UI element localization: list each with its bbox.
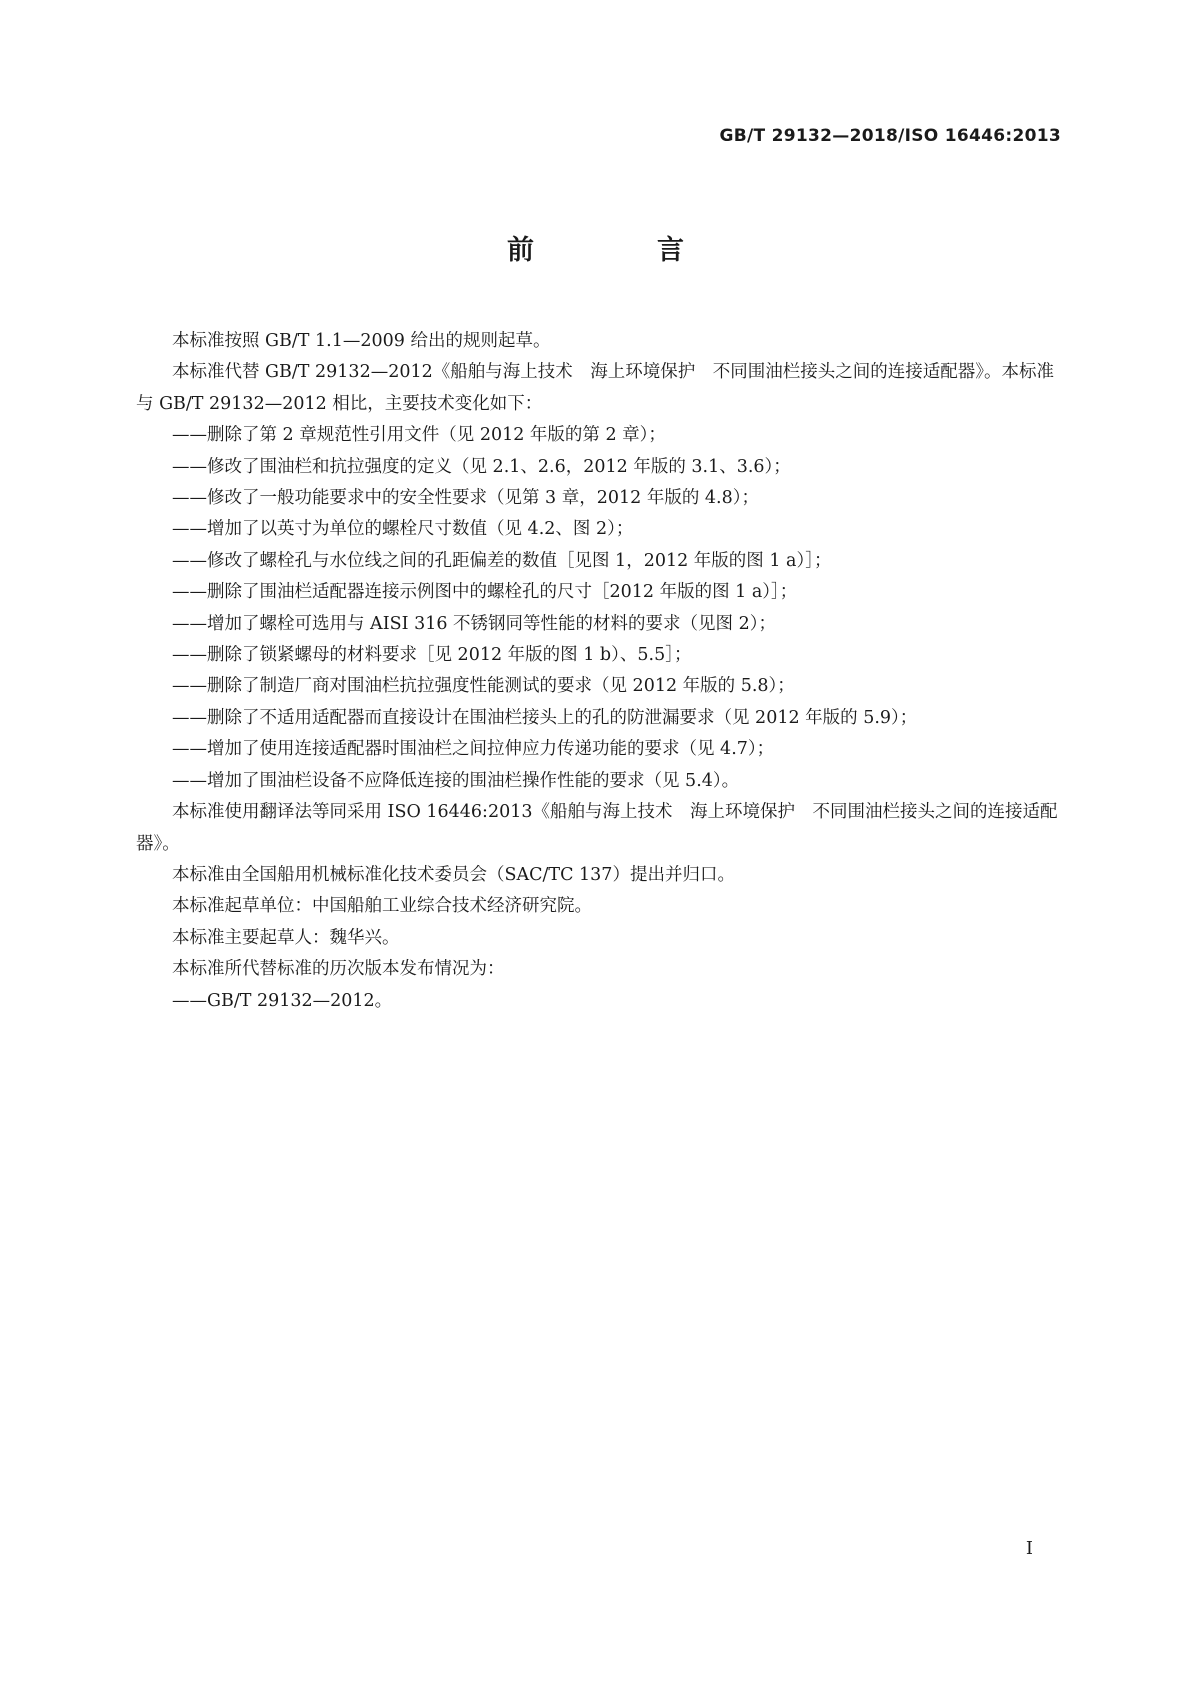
paragraph-drafting-rules: 本标准按照 GB/T 1.1—2009 给出的规则起草。 (172, 331, 551, 351)
paragraph-proposer: 本标准由全国船用机械标准化技术委员会（SAC/TC 137）提出并归口。 (172, 864, 735, 885)
change-item: ——增加了以英寸为单位的螺栓尺寸数值（见 4.2、图 2）； (172, 519, 634, 540)
change-item: ——修改了螺栓孔与水位线之间的孔距偏差的数值［见图 1，2012 年版的图 1 a）］； (172, 550, 832, 571)
previous-version-item: ——GB/T 29132—2012。 (172, 990, 393, 1011)
change-item: ——增加了螺栓可选用与 AISI 316 不锈钢同等性能的材料的要求（见图 2）； (172, 613, 776, 634)
paragraph-drafting-unit: 本标准起草单位：中国船舶工业综合技术经济研究院。 (172, 896, 592, 917)
change-item: ——增加了使用连接适配器时围油栏之间拉伸应力传递功能的要求（见 4.7）； (172, 739, 775, 760)
change-item: ——删除了围油栏适配器连接示例图中的螺栓孔的尺寸［2012 年版的图 1 a）］； (172, 582, 798, 603)
change-item: ——删除了第 2 章规范性引用文件（见 2012 年版的第 2 章）； (172, 425, 666, 446)
change-item: ——删除了不适用适配器而直接设计在围油栏接头上的孔的防泄漏要求（见 2012 年版的 5.9）； (172, 707, 918, 728)
change-item: ——增加了围油栏设备不应降低连接的围油栏操作性能的要求（见 5.4）。 (172, 770, 740, 791)
paragraph-replacement: 本标准代替 GB/T 29132—2012《船舶与海上技术 海上环境保护 不同围油栏接头之间的连接适配器》。本标准与 GB/T 29132—2012 相比，主要技术变化如下： (136, 362, 1054, 414)
paragraph-drafter: 本标准主要起草人：魏华兴。 (172, 927, 400, 948)
change-item: ——修改了围油栏和抗拉强度的定义（见 2.1、2.6，2012 年版的 3.1、3.6）； (172, 456, 791, 477)
page-number: I (1025, 1538, 1033, 1559)
change-item: ——修改了一般功能要求中的安全性要求（见第 3 章，2012 年版的 4.8）； (172, 488, 759, 509)
change-item: ——删除了锁紧螺母的材料要求［见 2012 年版的图 1 b）、5.5］； (172, 645, 692, 666)
standard-code-header: GB/T 29132—2018/ISO 16446:2013 (719, 126, 1061, 146)
foreword-body (136, 326, 1058, 1017)
paragraph-version-history: 本标准所代替标准的历次版本发布情况为： (172, 959, 505, 980)
paragraph-iso-adoption: 本标准使用翻译法等同采用 ISO 16446:2013《船舶与海上技术 海上环境保护 不同围油栏接头之间的连接适配器》。 (136, 802, 1058, 854)
change-item: ——删除了制造厂商对围油栏抗拉强度性能测试的要求（见 2012 年版的 5.8）； (172, 676, 795, 697)
page-title: 前 言 (507, 235, 732, 266)
